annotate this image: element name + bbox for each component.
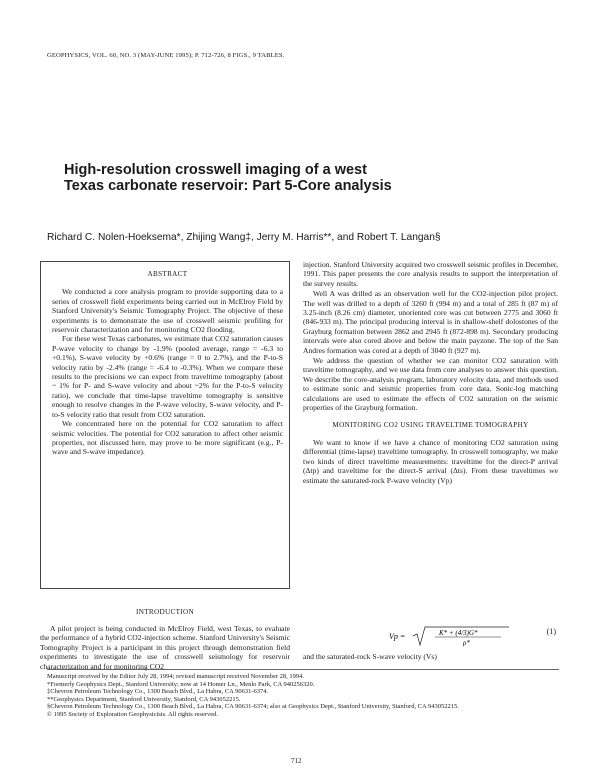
footnotes (47, 669, 559, 719)
equation-number: (1) (546, 627, 556, 636)
equation-denominator: ρ* (463, 639, 470, 647)
abstract-paragraph: We conducted a core analysis program to provide supporting data to a series of crosswell field experiments being carried out in McElroy Field by Stanford University's Seismic Tomography Project. The objective of these experiments is to demonstrate the use of crosswell seismic profiling for reservoir characterization and for monitoring CO2 flooding. (52, 287, 283, 335)
body-paragraph: We address the question of whether we can monitor CO2 saturation with traveltime tomography, and we use data from core analyses to answer this question. We describe the core-analysis program, laboratory velocity data, and methods used to estimate sonic and seismic properties from core data. Sonic-log matching calculations are used to estimate the effects of CO2 saturation on the seismic properties of the Grayburg formation. (303, 356, 558, 413)
body-paragraph: We want to know if we have a chance of monitoring CO2 saturation using differential (time-lapse) traveltime tomography. In crosswell tomography, we make two kinds of direct traveltime measurements: traveltime for the direct-P arrival (Δtp) and traveltime for the direct-S arrival (Δts). From these traveltimes we estimate the saturated-rock P-wave velocity (Vp) (303, 437, 558, 485)
introduction-section (40, 608, 290, 617)
introduction-body (40, 624, 290, 671)
after-equation-text: and the saturated-rock S-wave velocity (Vs) (303, 652, 437, 661)
page-number: 712 (291, 757, 302, 765)
equation-svg (389, 625, 519, 649)
footnote: © 1995 Society of Exploration Geophysicists. All rights reserved. (47, 710, 219, 718)
introduction-paragraph: A pilot project is being conducted in McElroy Field, west Texas, to evaluate the performance of a hybrid CO2-injection scheme. Stanford University's Seismic Tomography Project is a participant in this project through demonstration field experiments to investigate the use of crosswell seismology for reservoir characterization and for monitoring CO2 (40, 624, 290, 671)
footnote: **Geophysics Department, Stanford University, Stanford, CA 943052215. (47, 695, 241, 703)
equation-numerator: K* + (4/3)G* (439, 629, 478, 637)
abstract-paragraph: For these west Texas carbonates, we estimate that CO2 saturation causes P-wave velocity to change by -1.9% (pooled average, range = -6.3 to +0.1%), S-wave velocity by +0.6% (range = 0 to 2.7%), and the P-to-S velocity ratio by -2.4% (range = -6.4 to -0.3%). When we compare these results to the precisions we can expect from traveltime tomography (about ~ 1% for P- and S-wave velocity and about ~2% for the P-to-S velocity ratio), we conclude that time-lapse traveltime tomography is sensitive enough to resolve changes in the P-wave velocity, S-wave velocity, and P-to-S velocity ratio that result from CO2 saturation. (52, 334, 283, 419)
footnote: *Formerly Geophysics Dept., Stanford University; now at 14 Homer Ln., Menlo Park, CA 940256320. (47, 680, 315, 688)
equation-lhs: Vp = (389, 632, 406, 641)
body-paragraph: injection. Stanford University acquired two crosswell seismic profiles in December, 1991. This paper presents the core analysis results to support the interpretation of the survey results. (303, 260, 558, 288)
footnote: Manuscript received by the Editor July 28, 1994; revised manuscript received November 28, 1994. (47, 673, 305, 680)
journal-info: GEOPHYSICS, VOL. 60, NO. 3 (MAY-JUNE 1995); P. 712-726, 8 FIGS., 9 TABLES. (47, 52, 285, 59)
monitoring-section-heading: MONITORING CO2 USING TRAVELTIME TOMOGRAPHY (332, 420, 529, 429)
equation-1 (303, 621, 558, 647)
title-line-1: High-resolution crosswell imaging of a west (64, 162, 367, 178)
title-line-2: Texas carbonate reservoir: Part 5-Core analysis (64, 178, 392, 194)
equation-body (389, 625, 519, 651)
abstract-heading: ABSTRACT (147, 270, 188, 278)
footnote: ‡Chevron Petroleum Technology Co., 1300 Beach Blvd., La Habra, CA 90631-6374. (47, 688, 269, 696)
body-paragraph: Well A was drilled as an observation well for the CO2-injection pilot project. The well was drilled to a depth of 3260 ft (994 m) and a total of 285 ft (87 m) of 3.25-inch (8.26 cm) diameter, unoriented core was cut between 2775 and 3060 ft (846-933 m). The principal producing interval is in shallow-shelf dolostones of the Grayburg formation between 2862 and 2945 ft (872-898 m). Secondary producing intervals were also cored above and below the main payzone. The top of the San Andres formation was cored at a depth of 3040 ft (927 m). (303, 289, 558, 355)
authors: Richard C. Nolen-Hoeksema*, Zhijing Wang‡, Jerry M. Harris**, and Robert T. Langan§ (47, 232, 441, 243)
abstract-paragraph: We concentrated here on the potential for CO2 saturation to affect seismic velocities. The potential for CO2 saturation to affect other seismic properties, not discussed here, may prove to be more significant (e.g., P-wave and S-wave impedance). (52, 419, 283, 457)
paper-title (64, 162, 524, 194)
abstract (52, 270, 283, 457)
after-equation (303, 652, 558, 661)
right-column (303, 260, 558, 486)
introduction-heading: INTRODUCTION (136, 608, 194, 616)
footnote: §Chevron Petroleum Technology Co., 1300 Beach Blvd., La Habra, CA 90631-6374; also at Geophysics Dept., Stanford University, Stanford, CA 943052215. (47, 703, 459, 711)
